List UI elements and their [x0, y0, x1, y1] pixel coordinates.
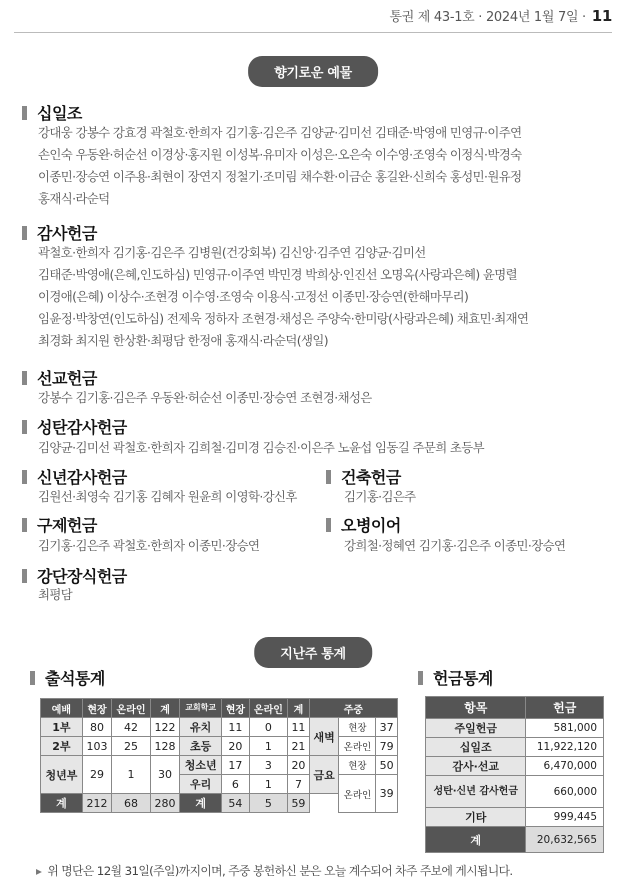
row-label: 1부: [41, 718, 83, 737]
row-label: 우리: [180, 775, 222, 794]
cell: 1: [249, 775, 288, 794]
cell: 581,000: [526, 719, 604, 738]
name-line: 김원선·최영숙 김기홍 김혜자 원윤희 이영학·강신후: [38, 489, 297, 504]
cell: 68: [112, 794, 151, 813]
rice-names: [344, 535, 606, 557]
section-title-building: 건축헌금: [326, 465, 401, 488]
name-line: 이종민·장승연 이주용·최현이 장연지 정철기·조미림 채수환·이금순 홍길완·신희숙 홍성민·원유정: [38, 169, 522, 184]
row-label: 청년부: [41, 756, 83, 794]
section-title-pulpit: 강단장식헌금: [22, 564, 127, 587]
page-number: 11: [591, 7, 612, 25]
cell: 25: [112, 737, 151, 756]
section-title-tithe: 십일조: [22, 101, 82, 124]
pulpit-names: [38, 584, 606, 606]
name-line: 김기홍·김은주 곽철호·한희자 이종민·장승연: [38, 538, 260, 553]
row-label: 계: [180, 794, 222, 813]
cell: 6,470,000: [526, 757, 604, 776]
name-line: 임윤정·박창연(인도하심) 전제욱 정하자 조현경·채성은 주양숙·한미랑(사랑과은혜) 채효민·최재연: [38, 311, 529, 326]
col-header: 헌금: [526, 697, 604, 719]
row-label: 금요: [309, 756, 339, 794]
cell: 5: [249, 794, 288, 813]
cell: 20: [288, 756, 310, 775]
cash-table: [425, 696, 604, 853]
christmas-names: [38, 437, 606, 459]
cell: 128: [150, 737, 179, 756]
row-label: 초등: [180, 737, 222, 756]
cell: 80: [82, 718, 111, 737]
cell: 42: [112, 718, 151, 737]
cell: 1: [112, 756, 151, 794]
name-line: 강희철·정혜연 김기홍·김은주 이종민·장승연: [344, 538, 566, 553]
cell: 280: [150, 794, 179, 813]
col-header: 계: [150, 699, 179, 718]
page-header: 통권 제 43-1호 · 2024년 1월 7일 · 11: [389, 7, 612, 25]
offering-banner: 향기로운 예물: [248, 56, 378, 87]
newyear-names: [38, 486, 297, 508]
name-line: 곽철호·한희자 김기홍·김은주 김병원(건강회복) 김신앙·김주연 김양균·김미선: [38, 245, 426, 260]
issue-date: 2024년 1월 7일: [485, 10, 579, 25]
row-label: 성탄·신년 감사헌금: [426, 776, 526, 808]
cell: 7: [288, 775, 310, 794]
cell: 37: [376, 718, 398, 737]
building-names: [344, 486, 606, 508]
section-title-christmas: 성탄감사헌금: [22, 415, 127, 438]
col-header: 현장: [222, 699, 250, 718]
cell: 29: [82, 756, 111, 794]
cell: 212: [82, 794, 111, 813]
cell: 11: [288, 718, 310, 737]
cell: 온라인: [339, 775, 376, 813]
cell: 현장: [339, 756, 376, 775]
cell: 1: [249, 737, 288, 756]
row-label: 2부: [41, 737, 83, 756]
col-header: 교회학교: [180, 699, 222, 718]
name-line: 김태준·박영애(은혜,인도하심) 민영규·이주연 박민경 박희상·인진선 오명옥(사랑과은혜) 윤명렬: [38, 267, 518, 282]
section-title-rice: 오병이어: [326, 513, 401, 536]
row-label: 청소년: [180, 756, 222, 775]
attendance-title: 출석통계: [30, 666, 105, 689]
name-line: 김기홍·김은주: [344, 489, 416, 504]
cell: 0: [249, 718, 288, 737]
row-label: 감사·선교: [426, 757, 526, 776]
cell: 현장: [339, 718, 376, 737]
cell: 999,445: [526, 808, 604, 827]
cell: 50: [376, 756, 398, 775]
name-line: 최평담: [38, 587, 73, 602]
header-divider: [14, 32, 612, 33]
name-line: 이경애(은혜) 이상수·조현경 이수영·조영숙 이용식·고정선 이종민·장승연(한해마무리): [38, 289, 469, 304]
cell: 59: [288, 794, 310, 813]
tithe-names: [38, 122, 606, 210]
footnote: ▸ 위 명단은 12월 31일(주일)까지이며, 주중 봉헌하신 분은 오늘 계수되어 차주 주보에 게시됩니다.: [36, 862, 513, 879]
col-header: 온라인: [112, 699, 151, 718]
section-title-newyear: 신년감사헌금: [22, 465, 127, 488]
stats-banner: 지난주 통계: [254, 637, 372, 668]
cell: 21: [288, 737, 310, 756]
cell: 6: [222, 775, 250, 794]
name-line: 강대웅 강봉수 강효경 곽철호·한희자 김기홍·김은주 김양균·김미선 김태준·박영애 민영규·이주연: [38, 125, 522, 140]
name-line: 손인숙 우동완·허순선 이경상·홍지원 이성복·유미자 이성은·오은숙 이수영·조영숙 이정식·박경숙: [38, 147, 522, 162]
cell: 54: [222, 794, 250, 813]
col-header: 온라인: [249, 699, 288, 718]
row-label: 새벽: [309, 718, 339, 756]
cell: 11,922,120: [526, 738, 604, 757]
cell: 17: [222, 756, 250, 775]
name-line: 최경화 최지원 한상환·최평담 한정애 홍재식·라순덕(생일): [38, 333, 328, 348]
attendance-table: [40, 698, 398, 813]
row-label: 계: [41, 794, 83, 813]
name-line: 홍재식·라순덕: [38, 191, 110, 206]
section-title-thanks: 감사헌금: [22, 221, 97, 244]
issue-number: 통권 제 43-1호: [389, 10, 475, 25]
thanks-names: [38, 242, 606, 352]
name-line: 김양균·김미선 곽철호·한희자 김희철·김미경 김승진·이은주 노윤섭 임동길 주문희 초등부: [38, 440, 485, 455]
col-header: 현장: [82, 699, 111, 718]
cell: 79: [376, 737, 398, 756]
row-label: 기타: [426, 808, 526, 827]
col-header: 예배: [41, 699, 83, 718]
relief-names: [38, 535, 259, 557]
col-header: 주중: [309, 699, 397, 718]
cell: 20,632,565: [526, 827, 604, 853]
section-title-mission: 선교헌금: [22, 366, 97, 389]
cell: 39: [376, 775, 398, 813]
cell: 3: [249, 756, 288, 775]
cell: 30: [150, 756, 179, 794]
cell: 11: [222, 718, 250, 737]
col-header: 항목: [426, 697, 526, 719]
section-title-relief: 구제헌금: [22, 513, 97, 536]
row-label: 계: [426, 827, 526, 853]
cell: 온라인: [339, 737, 376, 756]
mission-names: [38, 387, 606, 409]
cell: 122: [150, 718, 179, 737]
row-label: 주일헌금: [426, 719, 526, 738]
row-label: 유치: [180, 718, 222, 737]
cell: 103: [82, 737, 111, 756]
cell: 20: [222, 737, 250, 756]
col-header: 계: [288, 699, 310, 718]
row-label: 십일조: [426, 738, 526, 757]
cash-title: 헌금통계: [418, 666, 493, 689]
cell: 660,000: [526, 776, 604, 808]
name-line: 강봉수 김기홍·김은주 우동완·허순선 이종민·장승연 조현경·채성은: [38, 390, 372, 405]
